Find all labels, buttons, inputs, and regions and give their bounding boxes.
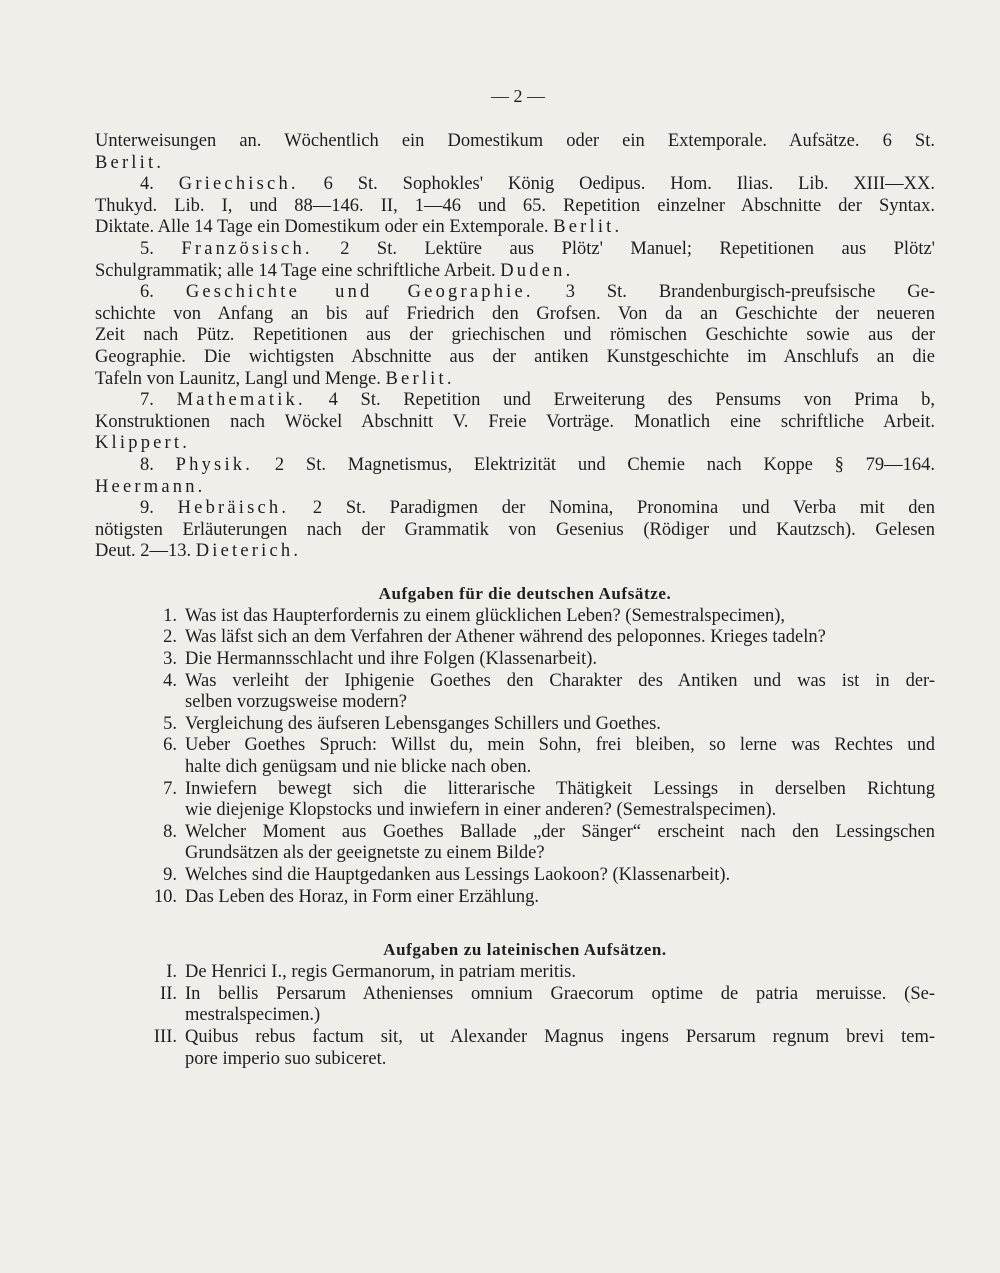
text-line [95,325,935,347]
text-segment: 6 St. Sophokles' König Oedipus. Hom. Ilias. Lib. XIII—XX. [298,174,935,195]
teacher-or-subject-name: Berlit. [553,217,623,238]
text-segment: Thukyd. Lib. I, und 88—146. II, 1—46 und 65. Repetition einzelner Abschnitte der Syntax. [95,195,935,216]
item-text: Quibus rebus factum sit, ut Alexander Magnus ingens Persarum regnum brevi tem- [185,1026,935,1047]
text-segment: 8. [140,454,176,475]
list-item-line [95,735,935,757]
text-segment: 5. [140,238,182,259]
item-text: selben vorzugsweise modern? [185,692,407,713]
item-number [95,843,185,865]
item-text: halte dich genügsam und nie blicke nach oben. [185,757,532,778]
text-line [95,304,935,326]
item-text: Was läfst sich an dem Verfahren der Athener während des peloponnes. Krieges tadeln? [185,627,826,648]
text-segment: Deut. 2—13. [95,541,196,562]
list-item-line [95,1027,935,1049]
text-segment: 9. [140,498,178,519]
text-segment: 2 St. Magnetismus, Elektrizität und Chemie nach Koppe § 79—164. [253,454,935,475]
item-number: 7. [163,778,177,799]
teacher-or-subject-name: Geschichte und Geographie. [185,282,534,303]
text-line [95,477,935,499]
teacher-or-subject-name: Physik. [175,454,254,475]
item-text: De Henrici I., regis Germanorum, in patriam meritis. [185,962,576,983]
list-item-line [95,887,935,909]
list-item-line [95,800,935,822]
item-text: wie diejenige Klopstocks und inwiefern in einer anderen? (Semestralspecimen). [185,800,777,821]
item-text: Was ist das Haupterfordernis zu einem glücklichen Leben? (Semestralspecimen), [185,605,786,626]
text-segment: schichte von Anfang an bis auf Friedrich den Grofsen. Von da an Geschichte der neueren [95,303,935,324]
list-item-line [95,714,935,736]
item-number: 2. [163,627,177,648]
text-line [95,498,935,520]
teacher-or-subject-name: Dieterich. [195,541,302,562]
item-number [95,757,185,779]
item-number: 3. [163,649,177,670]
item-text: Was verleiht der Iphigenie Goethes den Charakter des Antiken und was ist in der- [185,670,935,691]
text-segment: Zeit nach Pütz. Repetitionen aus der griechischen und römischen Geschichte sowie aus der [95,325,935,346]
text-line [95,433,935,455]
item-text: Welches sind die Hauptgedanken aus Lessings Laokoon? (Klassenarbeit). [185,865,731,885]
item-text: pore imperio suo subiceret. [185,1048,387,1069]
item-text: Grundsätzen als der geeignetste zu einem Bilde? [185,843,545,864]
text-segment: Schulgrammatik; alle 14 Tage eine schriftliche Arbeit. [95,260,501,281]
text-line [95,131,935,153]
item-number: 10. [153,886,177,907]
teacher-or-subject-name: Französisch. [181,238,313,259]
text-line [95,196,935,218]
text-segment: Konstruktionen nach Wöckel Abschnitt V. Freie Vorträge. Monatlich eine schriftliche Arbeit. [95,411,935,432]
text-segment: Diktate. Alle 14 Tage ein Domestikum oder ein Extemporale. [95,217,554,238]
text-segment: Geographie. Die wichtigsten Abschnitte aus der antiken Kunstgeschichte im Anschlufs an die [95,346,935,367]
list-item-line [95,1049,935,1071]
item-text: In bellis Persarum Athenienses omnium Graecorum optime de patria meruisse. (Se- [185,983,935,1004]
teacher-or-subject-name: Berlit. [385,368,455,389]
page-number: — 2 — [491,86,545,106]
item-text: Die Hermannsschlacht und ihre Folgen (Klassenarbeit). [185,649,598,670]
text-segment: 3 St. Brandenburgisch-preufsische Ge- [533,282,935,303]
list-item-line [95,606,935,628]
item-number: 6. [163,735,177,756]
list-item-line [95,822,935,844]
item-text: Vergleichung des äufseren Lebensganges Schillers und Goethes. [185,713,661,734]
text-line [95,282,935,304]
teacher-or-subject-name: Hebräisch. [177,498,290,519]
list-item-line [95,984,935,1006]
text-line [95,217,935,239]
teacher-or-subject-name: Griechisch. [178,174,299,195]
text-line [95,455,935,477]
item-number: II. [160,983,177,1004]
item-text: Ueber Goethes Spruch: Willst du, mein Sohn, frei bleiben, so lerne was Rechtes und [185,735,935,756]
list-item-line [95,843,935,865]
text-segment: 6. [140,282,186,303]
text-segment: 7. [140,390,177,411]
text-line [95,412,935,434]
text-line [95,174,935,196]
item-number: 9. [163,865,177,885]
text-line [95,390,935,412]
item-text: Welcher Moment aus Goethes Ballade „der Sänger“ erscheint nach den Lessingschen [185,821,935,842]
item-number: III. [153,1026,177,1047]
list-item-line [95,757,935,779]
item-text: mestralspecimen.) [185,1005,321,1026]
text-line [95,520,935,542]
section-heading: Aufgaben zu lateinischen Aufsätzen. [383,940,667,960]
item-number: 1. [163,605,177,626]
document-body [95,131,935,1070]
list-item-line [95,962,935,984]
text-segment: 2 St. Lektüre aus Plötz' Manuel; Repetitionen aus Plötz' [312,238,935,259]
list-item-line [95,627,935,649]
text-line [95,153,935,175]
list-item-line [95,649,935,671]
item-text: Inwiefern bewegt sich die litterarische Thätigkeit Lessings in derselben Richtung [185,778,935,799]
list-item-line [95,671,935,693]
list-item-line [95,865,935,887]
list-item-line [95,779,935,801]
text-line [95,261,935,283]
text-line [95,239,935,261]
item-number [95,1049,185,1071]
text-line [95,347,935,369]
item-number [95,692,185,714]
item-text: Das Leben des Horaz, in Form einer Erzählung. [185,886,539,907]
item-number [95,1005,185,1027]
teacher-or-subject-name: Duden. [500,260,574,281]
item-number: 5. [163,713,177,734]
section-heading: Aufgaben für die deutschen Aufsätze. [378,583,672,603]
text-segment: nötigsten Erläuterungen nach der Grammatik von Gesenius (Rödiger und Kautzsch). Gelesen [95,519,935,540]
text-line [95,541,935,563]
text-segment: Tafeln von Launitz, Langl und Menge. [95,368,386,389]
teacher-or-subject-name: Berlit. [95,152,165,173]
text-segment: 2 St. Paradigmen der Nomina, Pronomina und Verba mit den [289,498,935,519]
item-number: 4. [163,670,177,691]
text-segment: 4 St. Repetition und Erweiterung des Pensums von Prima b, [305,390,935,411]
item-number: I. [166,962,177,983]
item-number: 8. [163,821,177,842]
item-number [95,800,185,822]
text-line [95,369,935,391]
text-segment: Unterweisungen an. Wöchentlich ein Domestikum oder ein Extemporale. Aufsätze. 6 St. [95,131,935,151]
list-item-line [95,1005,935,1027]
list-item-line [95,692,935,714]
teacher-or-subject-name: Klippert. [95,433,191,454]
teacher-or-subject-name: Mathematik. [176,390,306,411]
teacher-or-subject-name: Heermann. [95,476,206,497]
text-segment: 4. [140,174,179,195]
